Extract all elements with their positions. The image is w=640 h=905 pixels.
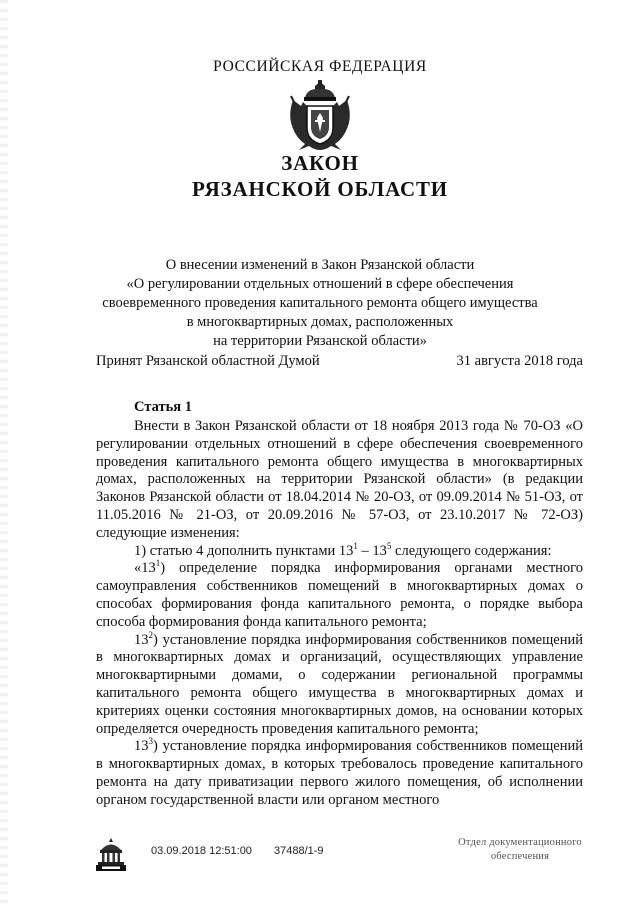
paragraph-13-3: $13^3$) установление порядка информирования собственников помещений в многоквартирных домах, в которых требовалось проведение капитального ремонта на дату приватизации первого жилого помещения, об исполнении органом государственной власти или органом местного — [96, 736, 583, 808]
paragraph-13-2: $13^2$) установление порядка информирования собственников помещений в многоквартирных домах и организаций, осуществляющих управление многоквартирными домами, о содержании региональной программы капитального ремонта общего имущества в многоквартирных домах и критериях оценки состояния многоквартирных домов, на основании которых определяется очередность проведения капитального ремонта; — [96, 629, 583, 737]
article-heading: Статья 1 — [134, 399, 192, 415]
subject-line: О внесении изменений в Закон Рязанской области — [165, 257, 475, 273]
footer-doc-number: 37488/1-9 — [274, 845, 324, 857]
law-subject — [80, 256, 560, 351]
subject-line: на территории Рязанской области» — [213, 333, 427, 349]
country-heading: РОССИЙСКАЯ ФЕДЕРАЦИЯ — [213, 58, 427, 75]
stamp-line: Отдел документационного — [458, 837, 582, 848]
duma-logo-icon — [96, 837, 126, 871]
subject-line: в многоквартирных домах, расположенных — [186, 314, 454, 330]
paragraph-13-1: «$13^1$) определение порядка информирования органами местного самоуправления собственников помещений в многоквартирных домах о способах формирования фонда капитального ремонта, о порядке выбора способа формирования фонда капитального ремонта; — [96, 558, 583, 630]
stamp-line: обеспечения — [490, 851, 550, 862]
footer-timestamp: 03.09.2018 12:51:00 — [151, 845, 252, 857]
adopted-by: Принят Рязанской областной Думой — [96, 353, 320, 369]
department-stamp — [440, 836, 600, 864]
coat-of-arms-icon — [287, 80, 353, 154]
law-title-line2: РЯЗАНСКОЙ ОБЛАСТИ — [192, 177, 448, 201]
page-footer — [96, 837, 600, 877]
law-title — [0, 150, 640, 202]
article-body — [96, 418, 583, 810]
scan-edge — [0, 0, 8, 905]
subject-line: своевременного проведения капитального ремонта общего имущества — [102, 295, 538, 311]
subject-line: «О регулировании отдельных отношений в сфере обеспечения — [126, 276, 514, 292]
article-intro: Внести в Закон Рязанской области от 18 ноября 2013 года № 70-ОЗ «О регулировании отдельных отношений в сфере обеспечения своевременного проведения капитального ремонта общего имущества в многоквартирных домах, расположенных на территории Рязанской области» (в редакции Законов Рязанской области от 18.04.2014 № 20-ОЗ, от 09.09.2014 № 51-ОЗ, от 11.05.2016 № 21-ОЗ, от 20.09.2016 № 57-ОЗ, от 23.10.2017 № 72-ОЗ) следующие изменения: — [96, 418, 583, 541]
amendment-item: 1) статью 4 дополнить пунктами $13^1 - 13^5$ следующего содержания: — [134, 540, 552, 559]
adoption-date: 31 августа 2018 года — [456, 353, 583, 369]
law-title-line1: ЗАКОН — [281, 151, 359, 175]
